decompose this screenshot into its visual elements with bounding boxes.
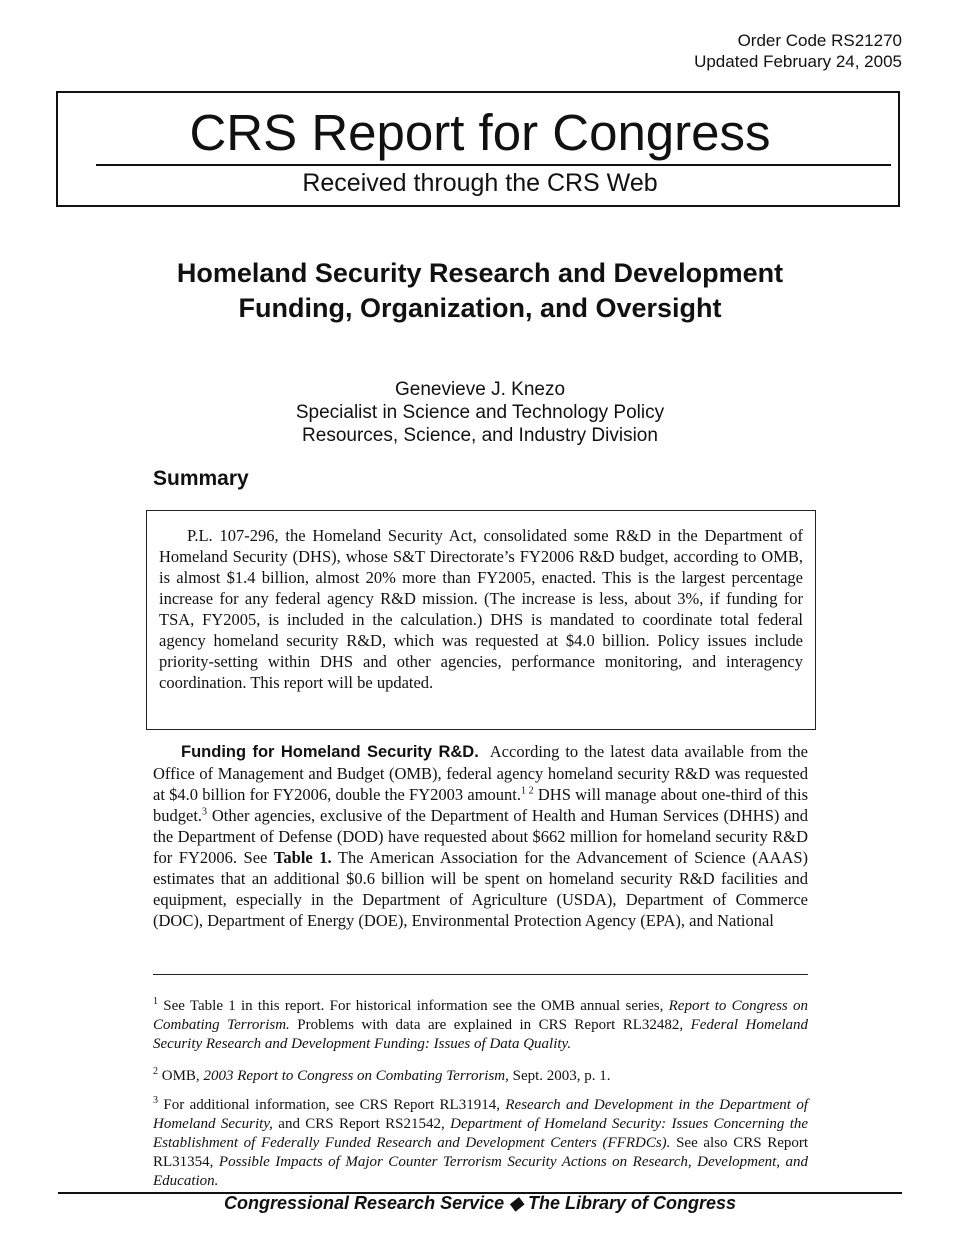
updated-date: Updated February 24, 2005 [694, 52, 902, 71]
author-title: Specialist in Science and Technology Policy [295, 402, 665, 423]
footnote-2-text: OMB, [161, 1068, 200, 1084]
footnote-2-citation: 2003 Report to Congress on Combating Terrorism, [203, 1068, 509, 1084]
footnote-3-citation: Research and Development in the Department of Homeland Security, [153, 1097, 808, 1132]
footnote-1-text: See Table 1 in this report. For historical information see the OMB annual series, [163, 998, 664, 1014]
footnote-3-citation-2: Department of Homeland Security: Issues Concerning the Establishment of Federally Funded Research and Development Centers (FFRDCs). [153, 1116, 809, 1151]
funding-paragraph [153, 741, 808, 931]
order-code: Order Code RS21270 [737, 31, 902, 50]
funding-text-4: The American Association for the Advancement of Science (AAAS) estimates that an additional $0.6 billion will be spent on homeland security R&D facilities and equipment, especially in the Department of Agriculture (USDA), Department of Commerce (DOC), Department of Energy (DOE), Environmental Protection Agency (EPA), and National [153, 848, 809, 930]
summary-heading: Summary [153, 467, 249, 490]
footnote-2-text-2: Sept. 2003, p. 1. [512, 1068, 611, 1084]
banner-subtitle: Received through the CRS Web [302, 169, 658, 197]
funding-text-2: DHS will manage about one-third of this budget. [153, 785, 809, 825]
footnote-3-text-2: and CRS Report RS21542, [278, 1116, 445, 1132]
report-title: Homeland Security Research and Development Funding, Organization, and Oversight [176, 258, 784, 323]
footnote-3-citation-3: Possible Impacts of Major Counter Terrorism Security Actions on Research, Development, and Education. [153, 1154, 809, 1189]
footnote-2-number: 2 [153, 1066, 158, 1077]
footnote-ref-1-2[interactable]: 1 2 [521, 785, 534, 797]
footnote-3-text-3: See also CRS Report RL31354, [153, 1135, 809, 1170]
footer-text: Congressional Research Service ◆ The Library of Congress [223, 1193, 736, 1213]
footnote-1-citation: Report to Congress on Combating Terrorism. [153, 998, 808, 1033]
author-division: Resources, Science, and Industry Division [302, 425, 658, 446]
author-name: Genevieve J. Knezo [394, 379, 566, 400]
summary-box [146, 510, 816, 730]
funding-heading: Funding for Homeland Security R&D. [181, 743, 479, 761]
footnote-divider [153, 974, 808, 975]
footnote-3-number: 3 [153, 1095, 158, 1106]
footnote-1-citation-2: Federal Homeland Security Research and Development Funding: Issues of Data Quality. [153, 1017, 809, 1052]
footnote-3 [153, 1096, 808, 1191]
summary-text: P.L. 107-296, the Homeland Security Act, consolidated some R&D in the Department of Homeland Security (DHS), whose S&T Directorate’s FY2006 R&D budget, according to OMB, is almost $1.4 billion, almost 20% more than FY2005, enacted. This is the largest percentage increase for any federal agency R&D mission. (The increase is less, about 3%, if funding for TSA, FY2005, is included in the calculation.) DHS is mandated to coordinate total federal agency homeland security R&D, which was requested at $4.0 billion. Policy issues include priority-setting within DHS and other agencies, performance monitoring, and interagency coordination. This report will be updated. [159, 526, 803, 692]
order-code-block [694, 30, 902, 72]
author-block [250, 378, 710, 447]
funding-text-1: According to the latest data available from the Office of Management and Budget (OMB), federal agency homeland security R&D was requested at $4.0 billion for FY2006, double the FY2003 amount. [153, 742, 808, 804]
footnote-3-text: For additional information, see CRS Report RL31914, [163, 1097, 500, 1113]
banner-divider [96, 164, 891, 166]
table-1-ref[interactable]: Table 1. [273, 848, 332, 867]
footnote-1-text-2: Problems with data are explained in CRS Report RL32482, [297, 1017, 684, 1033]
funding-text-3: Other agencies, exclusive of the Department of Health and Human Services (DHHS) and the Department of Defense (DOD) have requested about $662 million for homeland security R&D for FY2006. See [153, 806, 808, 867]
footnote-1 [153, 997, 808, 1054]
footnote-2 [153, 1067, 808, 1086]
footnote-ref-3[interactable]: 3 [202, 806, 208, 818]
banner-title: CRS Report for Congress [189, 104, 771, 161]
footnote-1-number: 1 [153, 996, 158, 1007]
